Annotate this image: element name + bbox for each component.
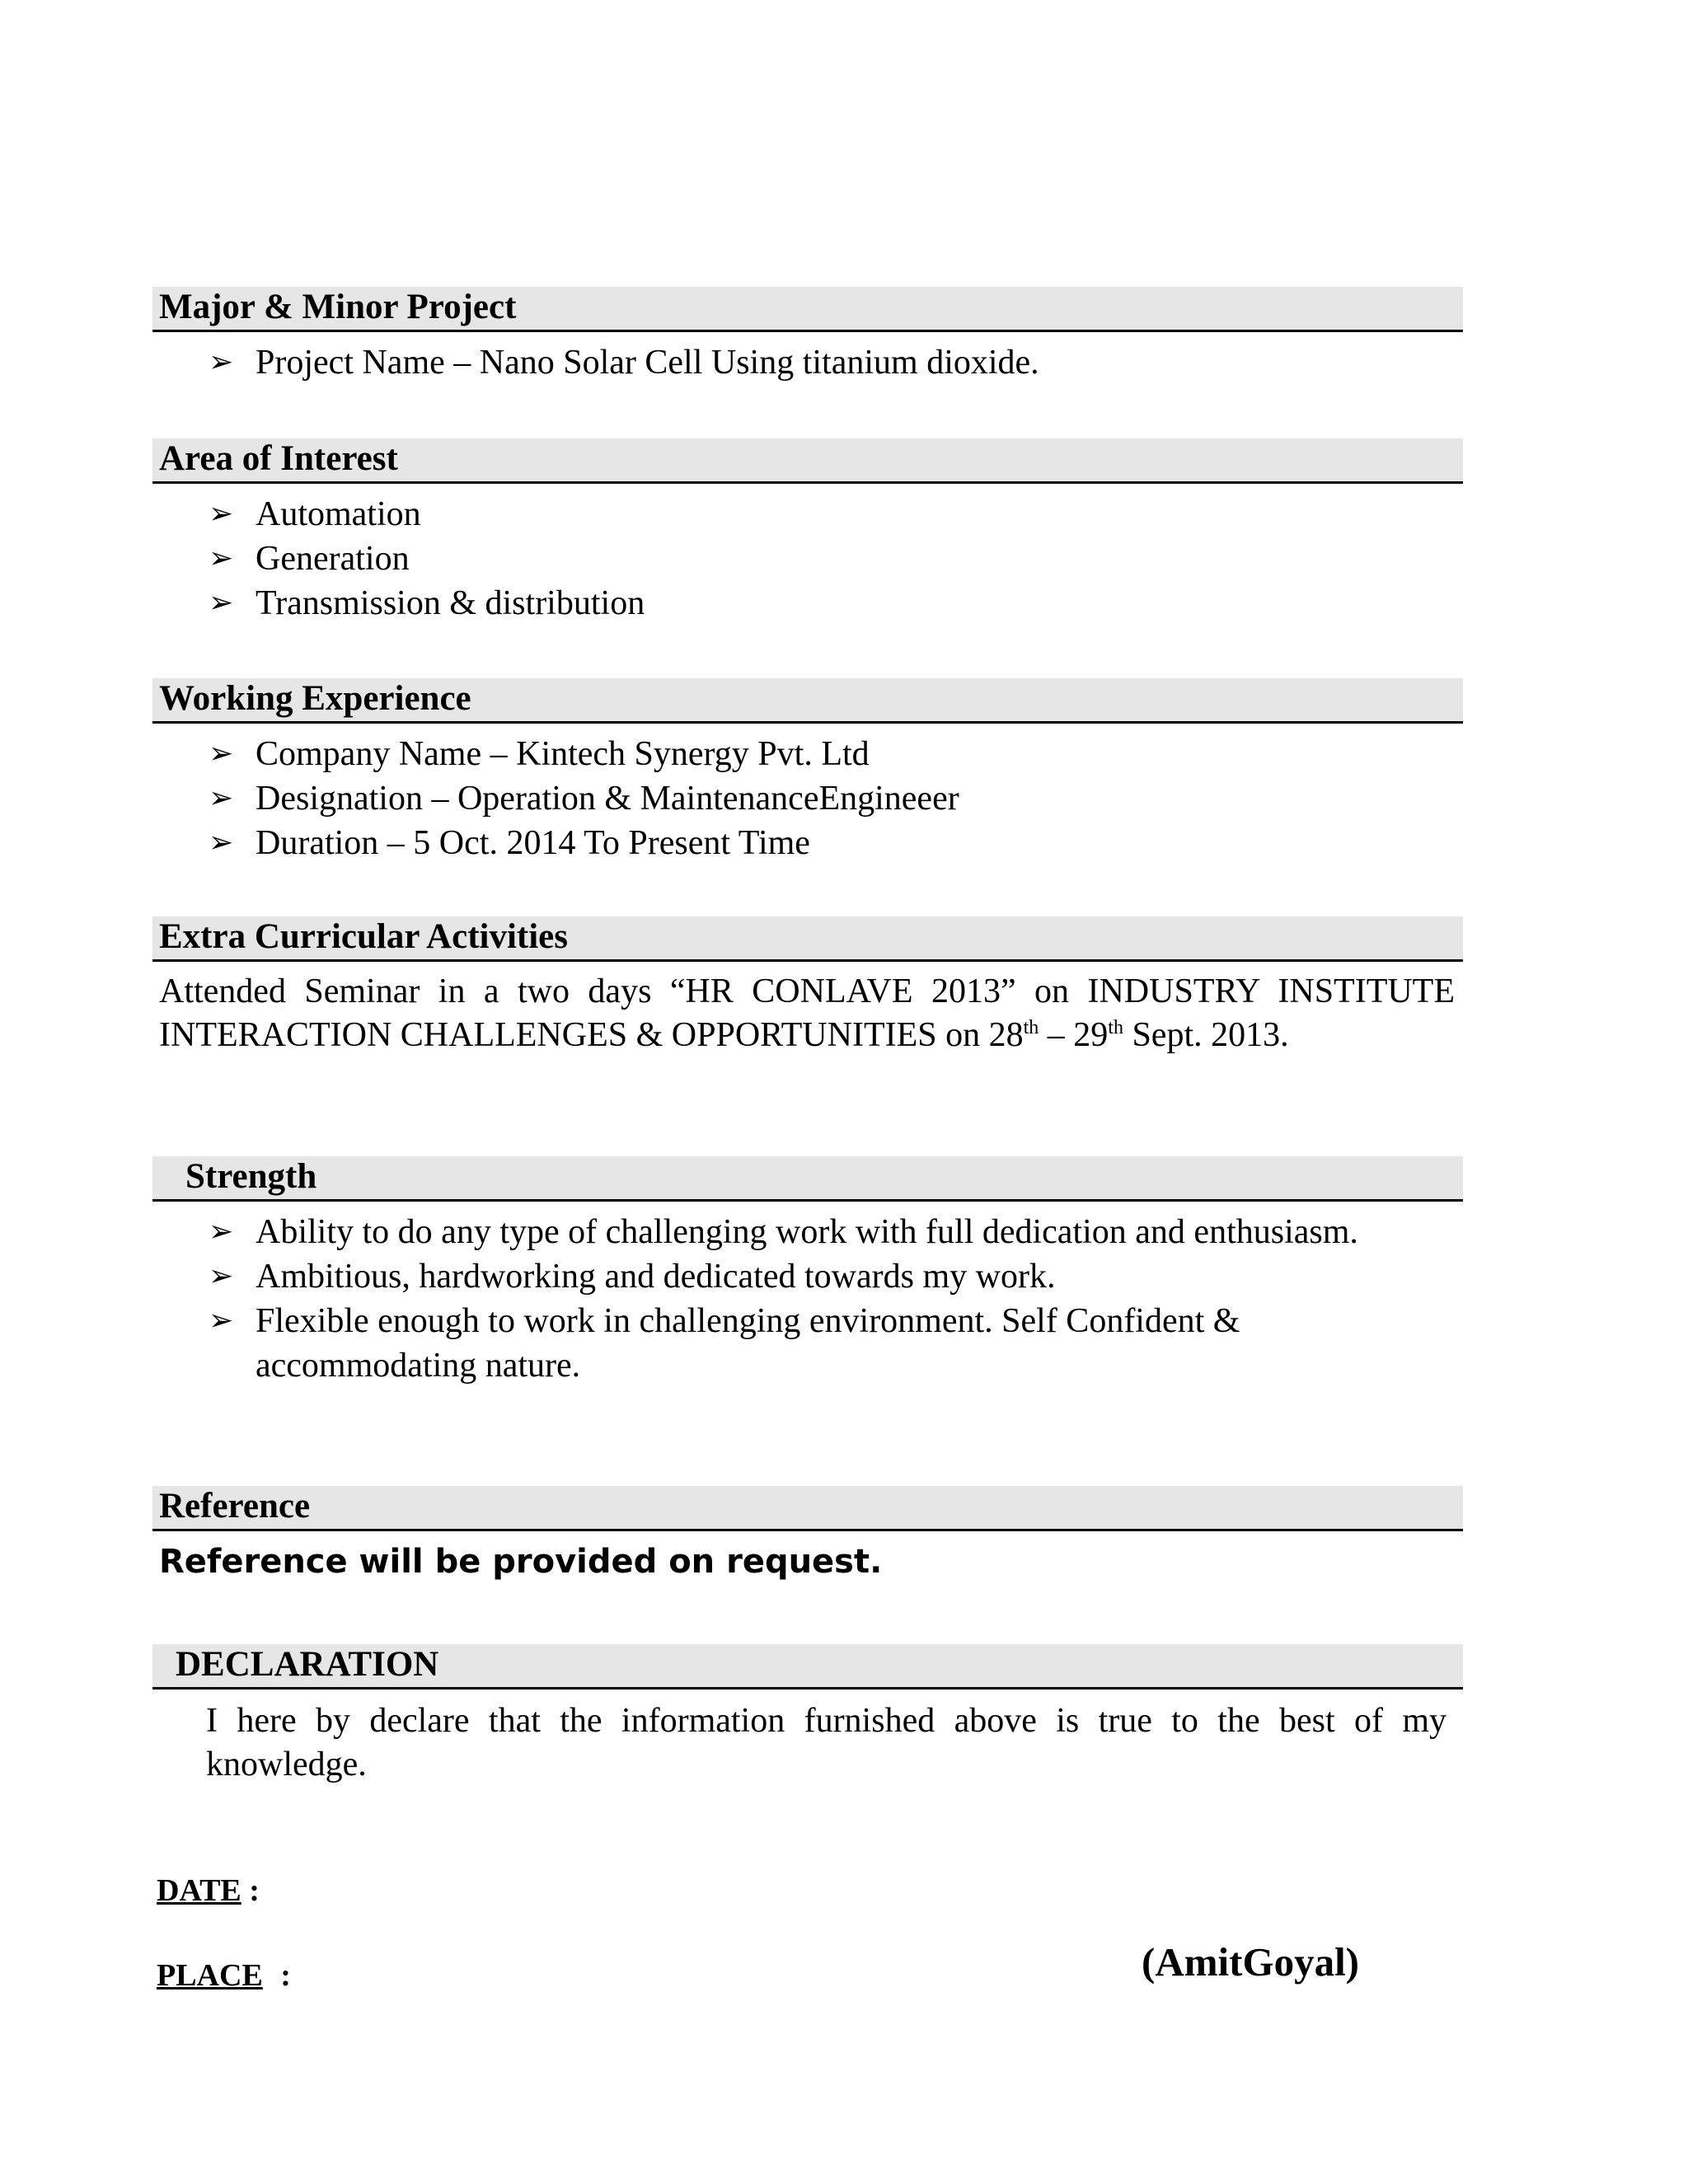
section-project xyxy=(152,287,1463,385)
list-item: ➢ Transmission & distribution xyxy=(152,581,1442,626)
arrow-bullet-icon: ➢ xyxy=(209,1259,234,1293)
arrow-bullet-icon: ➢ xyxy=(209,345,234,379)
arrow-bullet-icon: ➢ xyxy=(209,586,234,620)
interest-list xyxy=(152,492,1463,626)
list-item: ➢ Company Name – Kintech Synergy Pvt. Ltd xyxy=(152,732,1442,776)
place-label: PLACE xyxy=(157,1958,263,1993)
date-label: DATE xyxy=(157,1873,241,1908)
list-item: ➢ Flexible enough to work in challenging environment. Self Confident & accommodating nature. xyxy=(152,1299,1442,1388)
extra-curricular-text: Attended Seminar in a two days “HR CONLAVE 2013” on INDUSTRY INSTITUTE INTERACTION CHALLENGES & OPPORTUNITIES on 28th – 29th Sept. 2013. xyxy=(159,972,1455,1054)
list-item: ➢ Designation – Operation & MaintenanceEngineeer xyxy=(152,776,1442,821)
list-item: ➢ Generation xyxy=(152,537,1442,581)
section-heading-strength: Strength xyxy=(152,1156,1463,1202)
arrow-bullet-icon: ➢ xyxy=(209,826,234,860)
arrow-bullet-icon: ➢ xyxy=(209,1215,234,1249)
list-item: ➢ Automation xyxy=(152,492,1442,537)
section-reference xyxy=(152,1486,1463,1581)
arrow-bullet-icon: ➢ xyxy=(209,781,234,815)
place-field xyxy=(157,1957,291,1994)
section-declaration xyxy=(152,1644,1463,1787)
experience-list xyxy=(152,732,1463,865)
strength-list xyxy=(152,1210,1463,1388)
section-extra-curricular xyxy=(152,916,1463,1057)
section-experience xyxy=(152,678,1463,865)
date-field xyxy=(157,1872,260,1909)
section-heading-extra-curricular: Extra Curricular Activities xyxy=(152,916,1463,962)
section-strength xyxy=(152,1156,1463,1388)
list-item: ➢ Ability to do any type of challenging work with full dedication and enthusiasm. xyxy=(152,1210,1442,1254)
signature-name: (AmitGoyal) xyxy=(1142,1939,1359,1985)
place-colon: : xyxy=(280,1958,291,1993)
list-item: ➢ Project Name – Nano Solar Cell Using titanium dioxide. xyxy=(152,340,1442,385)
arrow-bullet-icon: ➢ xyxy=(209,1304,234,1338)
section-interest xyxy=(152,438,1463,626)
list-item: ➢ Ambitious, hardworking and dedicated towards my work. xyxy=(152,1254,1442,1299)
section-heading-reference: Reference xyxy=(152,1486,1463,1531)
section-heading-experience: Working Experience xyxy=(152,678,1463,724)
arrow-bullet-icon: ➢ xyxy=(209,541,234,575)
declaration-text: I here by declare that the information furnished above is true to the best of my knowledge. xyxy=(206,1702,1447,1783)
section-heading-project: Major & Minor Project xyxy=(152,287,1463,332)
section-heading-declaration: DECLARATION xyxy=(152,1644,1463,1690)
date-colon: : xyxy=(249,1873,260,1908)
list-item: ➢ Duration – 5 Oct. 2014 To Present Time xyxy=(152,821,1442,865)
project-list xyxy=(152,340,1463,385)
arrow-bullet-icon: ➢ xyxy=(209,497,234,531)
section-heading-interest: Area of Interest xyxy=(152,438,1463,484)
arrow-bullet-icon: ➢ xyxy=(209,737,234,771)
reference-text: Reference will be provided on request. xyxy=(159,1543,883,1581)
